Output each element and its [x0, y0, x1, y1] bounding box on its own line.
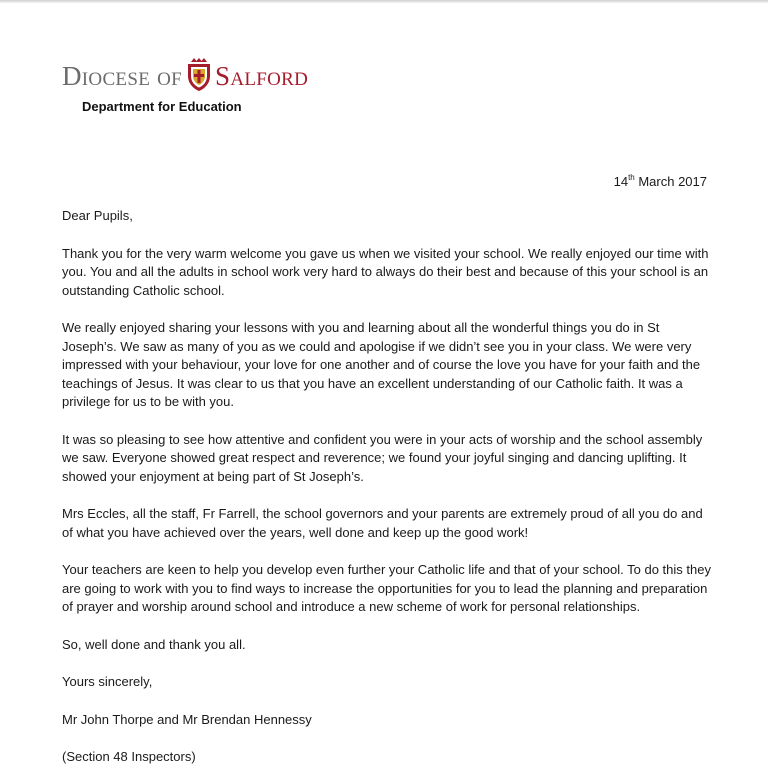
letterhead [62, 56, 308, 114]
greeting: Dear Pupils, [62, 208, 133, 223]
logo-text-left: Diocese of [62, 61, 183, 91]
letter-body [62, 207, 712, 782]
paragraph: We really enjoyed sharing your lessons with you and learning about all the wonderful things you do in St Joseph’s. We saw as many of you as we could and apologise if we didn’t see you in your class. We were very impressed with your behaviour, your love for one another and of course the love you have for your faith and the teachings of Jesus. It was clear to us that you have an excellent understanding of our Catholic faith. It was a privilege for us to be with you. [62, 320, 701, 409]
signatories: Mr John Thorpe and Mr Brendan Hennessy [62, 711, 312, 727]
date-suffix: th [628, 173, 635, 182]
paragraph: Your teachers are keen to help you develop even further your Catholic life and that of your school. To do this they are going to work with you to find ways to increase the opportunities for you to lead the planning and preparation of prayer and worship around school and introduce a new scheme of work for personal relationships. [62, 562, 711, 614]
diocese-crest-icon [186, 58, 212, 92]
paragraph: Thank you for the very warm welcome you gave us when we visited your school. We really enjoyed our time with you. You and all the adults in school work very hard to always do their best and because of this your school is an outstanding Catholic school. [62, 245, 709, 298]
date-day: 14 [613, 174, 629, 189]
letter-date [614, 174, 707, 189]
paragraph: It was so pleasing to see how attentive and confident you were in your acts of worship and the school assembly we saw. Everyone showed great respect and reverence; we found your joyful singing and dancing uplifting. It showed your enjoyment at being part of St Joseph’s. [62, 431, 703, 484]
closing: Yours sincerely, [62, 674, 153, 689]
paragraph: Mrs Eccles, all the staff, Fr Farrell, the school governors and your parents are extremely proud of all you do and of what you have achieved over the years, well done and keep up the good work! [62, 506, 703, 540]
date-month-year: March 2017 [634, 174, 707, 189]
department-name: Department for Education [82, 99, 242, 114]
top-border [0, 0, 768, 3]
paragraph: So, well done and thank you all. [62, 636, 246, 652]
signatory-role: (Section 48 Inspectors) [62, 749, 196, 764]
logo-text-right: Salford [215, 61, 309, 91]
diocese-logo [62, 56, 308, 90]
